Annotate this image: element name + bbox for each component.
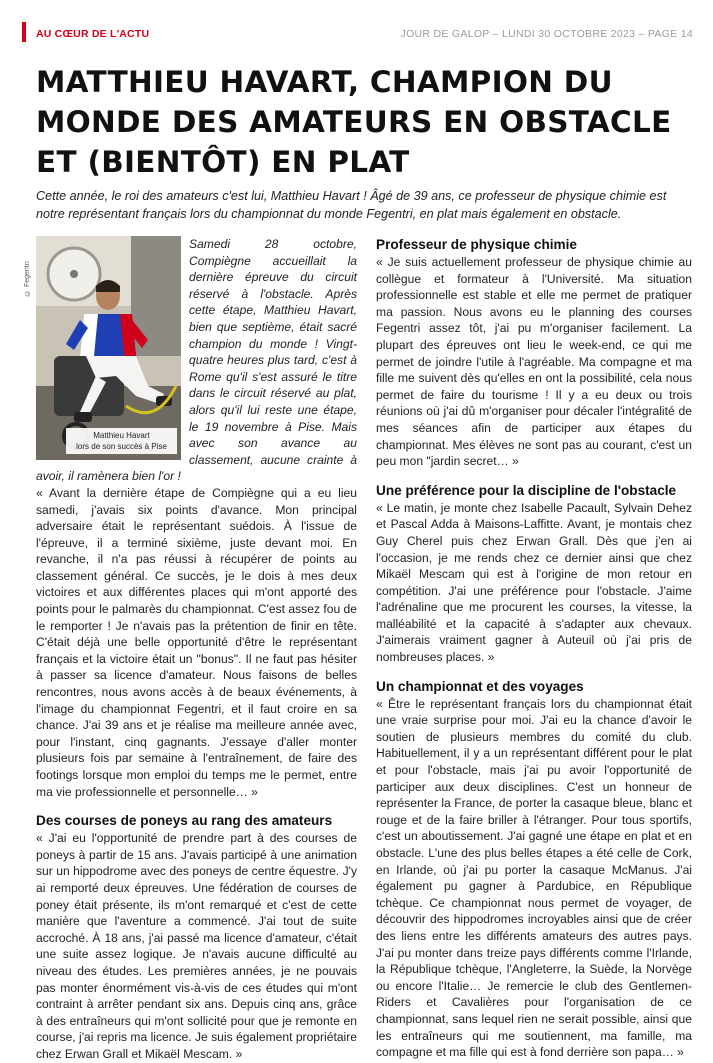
caption-line-2: lors de son succès à Pise	[76, 442, 167, 451]
rubric-marker	[22, 22, 26, 42]
page-header	[22, 22, 693, 42]
jockey-photo	[36, 236, 181, 460]
section-text-obstacle: « Le matin, je monte chez Isabelle Pacault, Sylvain Dehez et Pascal Adda à Maisons-Laffitte. Avant, je montais chez Guy Cherel puis chez Erwan Grall. Dès que j'en ai l'occasion, je me rends chez ce dernier ainsi que chez Mikaël Mescam qui est à l'origine de mon retour en compétition. J'ai une préférence pour l'obstacle. J'aime l'adrénaline que me procurent les courses, la vitesse, la malléabilité et la capacité à s'adapter aux chevaux. J'aimerais vraiment gagner à Auteuil où j'ai pris de nombreuses places. »	[376, 500, 692, 665]
photo-block	[24, 236, 181, 460]
photo-caption	[66, 428, 177, 454]
section-text-poneys: « J'ai eu l'opportunité de prendre part à des courses de poneys à partir de 15 ans. J'avais participé à une animation sur un hippodrome avec des poneys de centre équestre. J'y ai remporté deux épreuves. Une fédération de courses de poney était présente, ils m'ont remarqué et c'est de cette manière que l'aventure a commencé. J'ai tout de suite accroché. À 18 ans, j'ai passé ma licence d'amateur, c'était une suite assez logique. Je n'avais aucune difficulté au niveau des études. Les premières années, je ne pouvais pas monter énormément vis-à-vis de ces études qui m'ont contraint à arrêter pendant six ans. Depuis cinq ans, grâce à des entraîneurs qui m'ont sollicité pour que je remonte en course, j'ai repris ma licence. Je suis également propriétaire chez Erwan Grall et Mikaël Mescam. »	[36, 831, 357, 1061]
caption-line-1: Matthieu Havart	[93, 431, 150, 440]
section-heading-poneys: Des courses de poneys au rang des amateurs	[36, 813, 333, 829]
section-text-championnat: « Être le représentant français lors du championnat était une vraie surprise pour moi. J'ai eu la chance d'avoir le soutien de plusieurs membres du comité du club. Habituellement, il y a un représentant différent pour le plat et pour l'obstacle, mais j'ai pu avoir l'opportunité de participer aux deux disciplines. C'est un honneur de représenter la France, de porter la casaque bleue, blanc et rouge et de la faire briller à l'étranger. Pour tous sportifs, c'est un aboutissement. J'ai gagné une étape en plat et en obstacle. L'une des plus belles étapes a été celle de Cork, en Irlande, où j'ai pu porter la casaque McManus. J'ai également pu gagner à Pardubice, en République tchèque. Ce championnat nous permet de voyager, de découvrir des hippodromes incroyables ainsi que de créer des liens entre les différents amateurs des autres pays. J'ai pu monter dans treize pays différents comme l'Irlande, la République tchèque, l'Angleterre, la Suède, la Norvège ou encore l'Italie… Je remercie le club des Gentlemen-Riders et Cavalières pour l'organisation de ce championnat, sans lequel rien ne serait possible, ainsi que les entraîneurs qui me soutiennent, ma famille, ma compagne et ma fille qui est à fond derrière son papa… »	[376, 696, 692, 1060]
jockey-photo-illustration	[36, 236, 181, 460]
rubric-label: AU CŒUR DE L'ACTU	[36, 28, 150, 40]
photo-credit: © Fegentri	[24, 261, 31, 296]
section-heading-professeur: Professeur de physique chimie	[376, 237, 577, 252]
right-column	[376, 236, 692, 1061]
section-text-professeur: « Je suis actuellement professeur de physique chimie au collègue et formateur à l'Université. Ma situation professionnelle est stable et elle me permet de pratiquer ma passion. Nous avons eu le planning des courses Fegentri assez tôt, j'ai pu m'organiser facilement. La plupart des épreuves ont lieu le week-end, ce qui me permet de joindre l'utile à l'agréable. Ma compagne et ma fille me suivent dès qu'elles en ont la possibilité, cela nous permet de faire du tourisme ! Il y a eu deux ou trois réunions où j'ai dû m'organiser pour décaler l'intégralité de mes séances afin de participer aux étapes du championnat. Mes élèves ne sont pas au courant, c'est un peu mon "jardin secret… »	[376, 255, 692, 469]
body-paragraph-1: « Avant la dernière étape de Compiègne qui a eu lieu samedi, j'avais six points d'avance. Mon principal adversaire était le représentant suédois. À l'issue de l'épreuve, il a terminé sixième, juste devant moi. En revanche, il n'a pas réussi à récupérer de points au classement général. Ce succès, je le dois à mes deux victoires et aux différentes places qui m'ont apporté des points pour le palmarès du championnat. C'est assez fou de le remporter ! Je n'avais pas la prétention de finir en tête. C'était déjà une belle opportunité d'être le représentant français et la victoire était un "bonus". Il ne faut pas hésiter à passer sa licence d'amateur. Nous faisons de belles rencontres, nous avons accès à de beaux événements, à l'image du championnat Fegentri, et il faut croire en sa chance. J'ai 39 ans et je réalise ma meilleure année avec, pour l'instant, cinq gagnants. J'essaye d'aller monter plusieurs fois par semaine à l'entraînement, de faire des footings lorsque mon emploi du temps me le permet, entre ma vie professionnelle et personnelle… »	[36, 485, 357, 799]
issue-info: JOUR DE GALOP – LUNDI 30 OCTOBRE 2023 – PAGE 14	[400, 28, 693, 40]
left-column	[24, 236, 357, 1063]
section-heading-championnat: Un championnat et des voyages	[376, 678, 584, 694]
article-title: MATTHIEU HAVART, CHAMPION DU MONDE DES AMATEURS EN OBSTACLE ET (BIENTÔT) EN PLAT	[36, 65, 672, 179]
intro-paragraph: Samedi 28 octobre, Compiègne accueillait la dernière épreuve du circuit réservé à l'obstacle. Après cette étape, Matthieu Havart, bien que septième, était sacré champion du monde ! Vingt-quatre heures plus tard, c'est à Rome qu'il s'est assuré le titre dans le circuit réservé au plat, alors qu'il lui reste une étape, le 19 novembre à Pise. Mais avec son avance au classement, aucune crainte à avoir, il ramènera bien l'or !	[36, 237, 357, 484]
section-heading-obstacle: Une préférence pour la discipline de l'obstacle	[376, 482, 677, 498]
article-lead: Cette année, le roi des amateurs c'est lui, Matthieu Havart ! Âgé de 39 ans, ce professeur de physique chimie est notre représentant français lors du championnat du monde Fegentri, en plat mais également en obstacle.	[36, 189, 667, 221]
